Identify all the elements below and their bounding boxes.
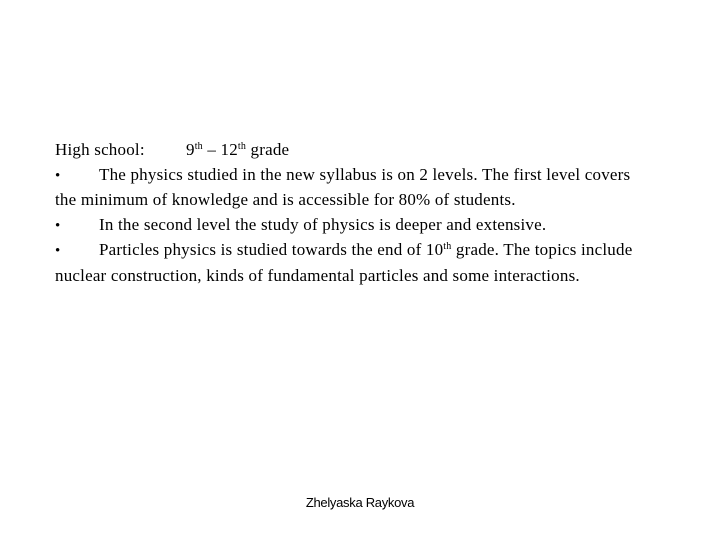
grade-dash: – xyxy=(202,140,221,159)
grade-to: 12 xyxy=(220,140,238,159)
bullet-text-3a: Particles physics is studied towards the end of 10 xyxy=(99,240,444,259)
grade-from-suffix: th xyxy=(194,141,203,152)
bullet-dot-icon: • xyxy=(55,243,61,259)
heading-line xyxy=(55,138,655,163)
bullet-text-3-suffix: th xyxy=(443,241,452,252)
heading-label: High school: xyxy=(55,140,145,159)
grade-to-suffix: th xyxy=(237,141,247,152)
slide-content xyxy=(55,138,655,288)
bullet-item-3 xyxy=(55,238,655,288)
bullet-text-3b: grade. The topics include nuclear construction, kinds of fundamental particles and some interactions. xyxy=(55,240,633,285)
grade-word: grade xyxy=(246,140,290,159)
bullet-dot-icon: • xyxy=(55,217,61,234)
bullet-item-2 xyxy=(55,213,655,239)
footer-author: Zhelyaska Raykova xyxy=(305,495,415,510)
bullet-text-1: The physics studied in the new syllabus is on 2 levels. The first level covers the minimum of knowledge and is accessible for 80% of students. xyxy=(55,164,631,209)
grade-from: 9 xyxy=(186,140,195,159)
bullet-item-1 xyxy=(55,163,655,213)
bullet-text-2: In the second level the study of physics is deeper and extensive. xyxy=(99,214,547,234)
bullet-dot-icon: • xyxy=(55,167,61,184)
